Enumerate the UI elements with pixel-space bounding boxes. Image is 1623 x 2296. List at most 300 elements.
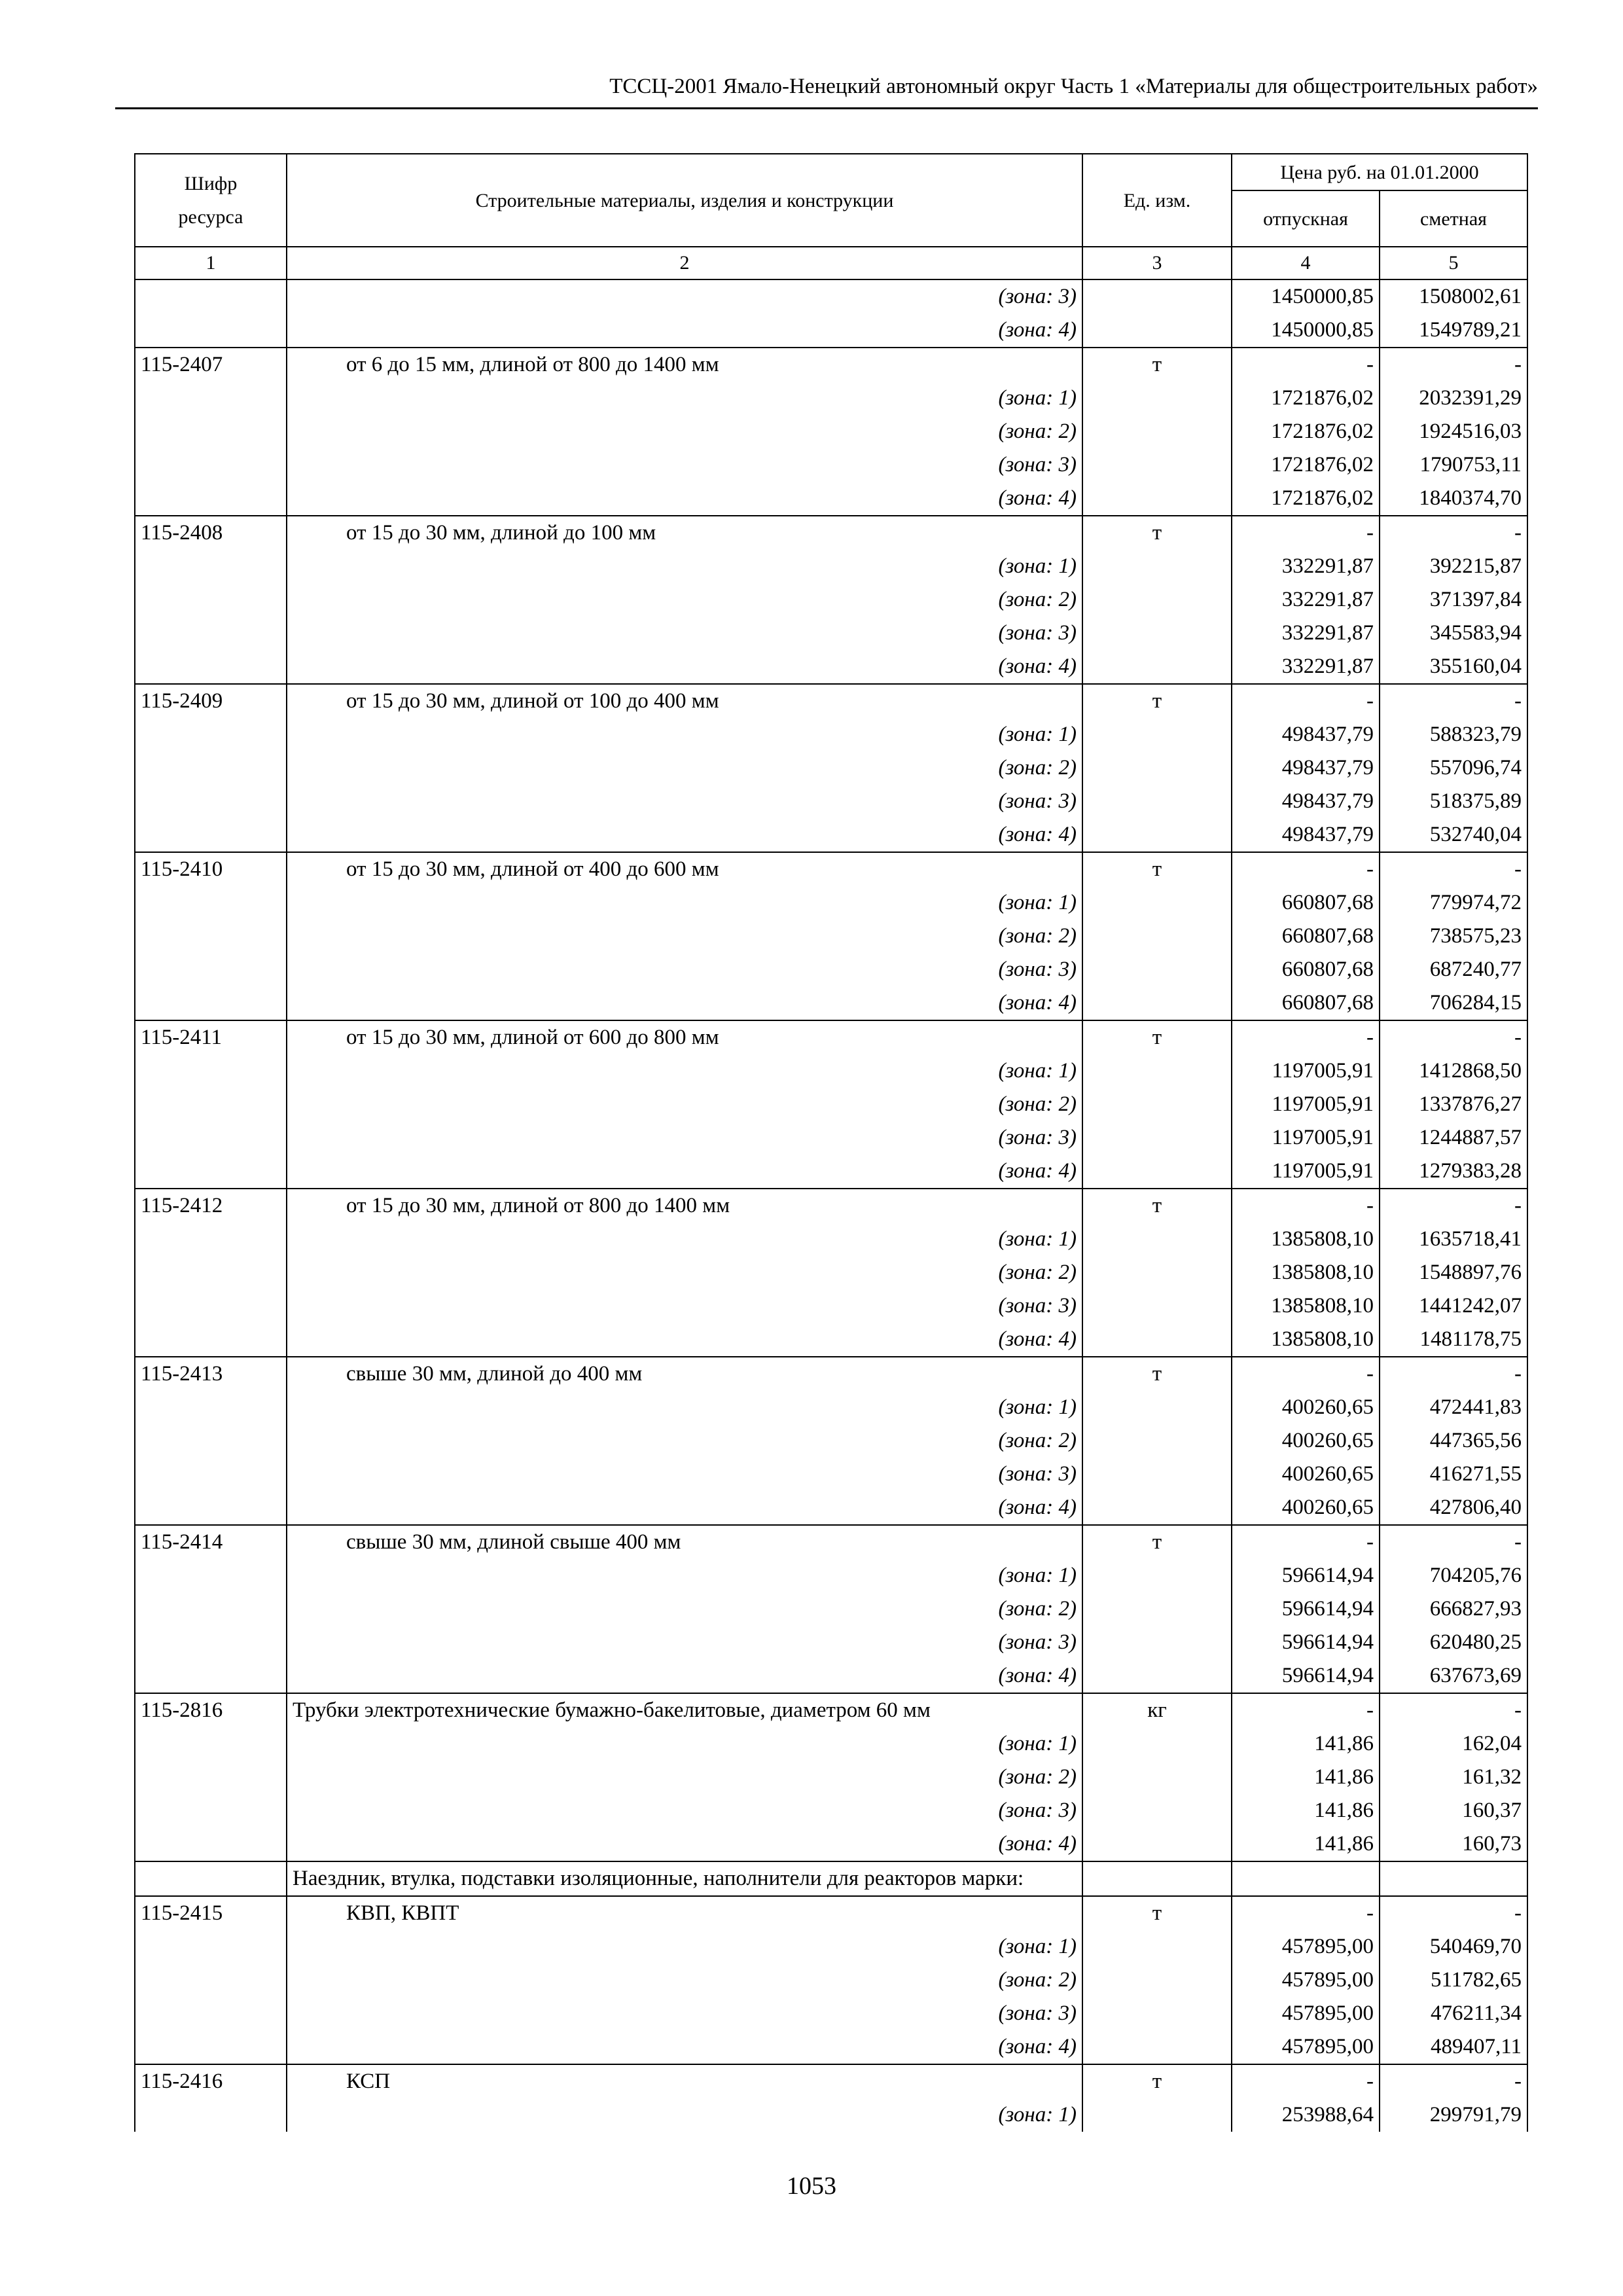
release-price: 660807,68 xyxy=(1232,986,1380,1020)
zone-label: (зона: 3) xyxy=(287,1626,1082,1659)
estimate-price: 706284,15 xyxy=(1380,986,1527,1020)
resource-code xyxy=(135,1424,287,1458)
release-price: 332291,87 xyxy=(1232,650,1380,684)
release-price: 1721876,02 xyxy=(1232,415,1380,448)
zone-label: (зона: 2) xyxy=(287,583,1082,617)
zone-label: (зона: 1) xyxy=(287,2098,1082,2132)
release-price: 400260,65 xyxy=(1232,1391,1380,1424)
resource-code xyxy=(135,1964,287,1997)
col-number: 1 xyxy=(135,247,287,279)
resource-code xyxy=(135,1323,287,1357)
unit-cell xyxy=(1082,1088,1232,1121)
release-price: 1721876,02 xyxy=(1232,448,1380,482)
release-price: - xyxy=(1232,516,1380,550)
unit-cell xyxy=(1082,1559,1232,1592)
release-price: 1450000,85 xyxy=(1232,279,1380,314)
zone-label: (зона: 4) xyxy=(287,1491,1082,1525)
estimate-price: - xyxy=(1380,684,1527,718)
unit-cell xyxy=(1082,953,1232,986)
resource-code xyxy=(135,1861,287,1896)
estimate-price: 1279383,28 xyxy=(1380,1155,1527,1189)
release-price: 1721876,02 xyxy=(1232,382,1380,415)
estimate-price: - xyxy=(1380,1020,1527,1054)
table-row xyxy=(135,1626,1527,1659)
resource-code xyxy=(135,415,287,448)
material-description: Наездник, втулка, подставки изоляционные, наполнители для реакторов марки: xyxy=(287,1861,1082,1896)
zone-label: (зона: 4) xyxy=(287,986,1082,1020)
estimate-price: - xyxy=(1380,1896,1527,1930)
price-table xyxy=(134,153,1528,2132)
release-price: 660807,68 xyxy=(1232,920,1380,953)
table-row xyxy=(135,1727,1527,1761)
table-row xyxy=(135,1289,1527,1323)
material-description: КВП, КВПТ xyxy=(287,1896,1082,1930)
resource-code: 115-2412 xyxy=(135,1189,287,1223)
estimate-price: 779974,72 xyxy=(1380,886,1527,920)
estimate-price: 371397,84 xyxy=(1380,583,1527,617)
zone-label: (зона: 1) xyxy=(287,886,1082,920)
zone-label: (зона: 3) xyxy=(287,953,1082,986)
estimate-price: 1924516,03 xyxy=(1380,415,1527,448)
estimate-price: 472441,83 xyxy=(1380,1391,1527,1424)
release-price: - xyxy=(1232,2064,1380,2098)
zone-label: (зона: 2) xyxy=(287,1592,1082,1626)
estimate-price: 1549789,21 xyxy=(1380,314,1527,348)
table-row xyxy=(135,1559,1527,1592)
table-row xyxy=(135,314,1527,348)
unit-cell xyxy=(1082,314,1232,348)
resource-code: 115-2416 xyxy=(135,2064,287,2098)
unit-cell xyxy=(1082,415,1232,448)
resource-code xyxy=(135,1155,287,1189)
release-price: 1197005,91 xyxy=(1232,1121,1380,1155)
resource-code xyxy=(135,1491,287,1525)
estimate-price: - xyxy=(1380,348,1527,382)
unit-cell xyxy=(1082,550,1232,583)
table-row xyxy=(135,1525,1527,1559)
table-row xyxy=(135,2098,1527,2132)
resource-code xyxy=(135,1761,287,1794)
unit-cell xyxy=(1082,818,1232,852)
table-row xyxy=(135,751,1527,785)
col-number: 5 xyxy=(1380,247,1527,279)
unit-cell: кг xyxy=(1082,1693,1232,1727)
resource-code xyxy=(135,718,287,751)
resource-code xyxy=(135,650,287,684)
table-row xyxy=(135,1121,1527,1155)
unit-cell xyxy=(1082,1391,1232,1424)
table-row xyxy=(135,1223,1527,1256)
table-header xyxy=(135,154,1527,279)
table-row xyxy=(135,886,1527,920)
zone-label: (зона: 2) xyxy=(287,1964,1082,1997)
unit-cell xyxy=(1082,1626,1232,1659)
material-description: свыше 30 мм, длиной свыше 400 мм xyxy=(287,1525,1082,1559)
estimate-price: 1508002,61 xyxy=(1380,279,1527,314)
unit-cell xyxy=(1082,1256,1232,1289)
estimate-price: 1441242,07 xyxy=(1380,1289,1527,1323)
release-price: 498437,79 xyxy=(1232,718,1380,751)
zone-label: (зона: 1) xyxy=(287,718,1082,751)
resource-code: 115-2409 xyxy=(135,684,287,718)
estimate-price: 161,32 xyxy=(1380,1761,1527,1794)
table-row xyxy=(135,953,1527,986)
release-price: - xyxy=(1232,1189,1380,1223)
estimate-price: 1337876,27 xyxy=(1380,1088,1527,1121)
unit-cell xyxy=(1082,1659,1232,1693)
unit-cell: т xyxy=(1082,1189,1232,1223)
material-description: от 15 до 30 мм, длиной до 100 мм xyxy=(287,516,1082,550)
col-number: 4 xyxy=(1232,247,1380,279)
table-row xyxy=(135,1256,1527,1289)
table-row xyxy=(135,617,1527,650)
zone-label: (зона: 2) xyxy=(287,1424,1082,1458)
resource-code xyxy=(135,1997,287,2030)
resource-code xyxy=(135,953,287,986)
resource-code xyxy=(135,1727,287,1761)
table-row xyxy=(135,1054,1527,1088)
release-price: 332291,87 xyxy=(1232,550,1380,583)
release-price: 498437,79 xyxy=(1232,751,1380,785)
release-price: 1197005,91 xyxy=(1232,1155,1380,1189)
resource-code: 115-2408 xyxy=(135,516,287,550)
zone-label: (зона: 3) xyxy=(287,785,1082,818)
zone-label: (зона: 3) xyxy=(287,1121,1082,1155)
resource-code xyxy=(135,1626,287,1659)
release-price: 253988,64 xyxy=(1232,2098,1380,2132)
estimate-price: 160,37 xyxy=(1380,1794,1527,1827)
estimate-price: 2032391,29 xyxy=(1380,382,1527,415)
zone-label: (зона: 2) xyxy=(287,415,1082,448)
resource-code xyxy=(135,448,287,482)
release-price: 1385808,10 xyxy=(1232,1256,1380,1289)
resource-code xyxy=(135,550,287,583)
estimate-price: 557096,74 xyxy=(1380,751,1527,785)
estimate-price: 511782,65 xyxy=(1380,1964,1527,1997)
zone-label: (зона: 3) xyxy=(287,279,1082,314)
resource-code xyxy=(135,279,287,314)
table-row xyxy=(135,1088,1527,1121)
release-price: 457895,00 xyxy=(1232,1964,1380,1997)
unit-cell xyxy=(1082,785,1232,818)
unit-cell xyxy=(1082,583,1232,617)
zone-label: (зона: 3) xyxy=(287,617,1082,650)
estimate-price: 620480,25 xyxy=(1380,1626,1527,1659)
estimate-price: - xyxy=(1380,1525,1527,1559)
table-row xyxy=(135,1761,1527,1794)
resource-code xyxy=(135,2030,287,2064)
estimate-price: 489407,11 xyxy=(1380,2030,1527,2064)
zone-label: (зона: 2) xyxy=(287,1256,1082,1289)
unit-cell: т xyxy=(1082,1525,1232,1559)
resource-code xyxy=(135,1054,287,1088)
estimate-price: 518375,89 xyxy=(1380,785,1527,818)
release-price: 1721876,02 xyxy=(1232,482,1380,516)
table-row xyxy=(135,1458,1527,1491)
zone-label: (зона: 4) xyxy=(287,1827,1082,1861)
material-description: от 15 до 30 мм, длиной от 100 до 400 мм xyxy=(287,684,1082,718)
table-row xyxy=(135,1997,1527,2030)
unit-cell xyxy=(1082,751,1232,785)
resource-code xyxy=(135,886,287,920)
estimate-price: 1548897,76 xyxy=(1380,1256,1527,1289)
resource-code: 115-2413 xyxy=(135,1357,287,1391)
table-row xyxy=(135,279,1527,314)
release-price: 141,86 xyxy=(1232,1761,1380,1794)
unit-cell xyxy=(1082,1930,1232,1964)
table-row xyxy=(135,1827,1527,1861)
table-row xyxy=(135,986,1527,1020)
estimate-price: 687240,77 xyxy=(1380,953,1527,986)
zone-label: (зона: 4) xyxy=(287,818,1082,852)
release-price: 1385808,10 xyxy=(1232,1289,1380,1323)
table-row xyxy=(135,1357,1527,1391)
resource-code: 115-2410 xyxy=(135,852,287,886)
unit-cell xyxy=(1082,482,1232,516)
resource-code xyxy=(135,818,287,852)
unit-cell xyxy=(1082,1054,1232,1088)
unit-cell xyxy=(1082,718,1232,751)
table-row xyxy=(135,684,1527,718)
unit-cell xyxy=(1082,279,1232,314)
release-price: - xyxy=(1232,1020,1380,1054)
table-row xyxy=(135,448,1527,482)
release-price: 1197005,91 xyxy=(1232,1088,1380,1121)
unit-cell xyxy=(1082,1458,1232,1491)
estimate-price xyxy=(1380,1861,1527,1896)
release-price: - xyxy=(1232,1693,1380,1727)
unit-cell xyxy=(1082,1727,1232,1761)
zone-label: (зона: 1) xyxy=(287,1223,1082,1256)
unit-cell: т xyxy=(1082,684,1232,718)
release-price: 1385808,10 xyxy=(1232,1223,1380,1256)
resource-code xyxy=(135,1659,287,1693)
zone-label: (зона: 2) xyxy=(287,920,1082,953)
release-price: 141,86 xyxy=(1232,1794,1380,1827)
table-row xyxy=(135,2064,1527,2098)
resource-code: 115-2414 xyxy=(135,1525,287,1559)
table-row xyxy=(135,718,1527,751)
estimate-price: 416271,55 xyxy=(1380,1458,1527,1491)
table-row xyxy=(135,1155,1527,1189)
table-row xyxy=(135,1323,1527,1357)
release-price: 1385808,10 xyxy=(1232,1323,1380,1357)
unit-cell xyxy=(1082,920,1232,953)
estimate-price: 637673,69 xyxy=(1380,1659,1527,1693)
release-price: 457895,00 xyxy=(1232,1930,1380,1964)
table-row xyxy=(135,1896,1527,1930)
resource-code xyxy=(135,1256,287,1289)
unit-cell xyxy=(1082,448,1232,482)
release-price: - xyxy=(1232,1357,1380,1391)
zone-label: (зона: 3) xyxy=(287,1794,1082,1827)
estimate-price: 1790753,11 xyxy=(1380,448,1527,482)
resource-code xyxy=(135,1088,287,1121)
table-row xyxy=(135,1189,1527,1223)
col-header-estimate: сметная xyxy=(1380,190,1527,247)
unit-cell xyxy=(1082,1592,1232,1626)
resource-code xyxy=(135,617,287,650)
zone-label: (зона: 1) xyxy=(287,1391,1082,1424)
release-price: 457895,00 xyxy=(1232,2030,1380,2064)
unit-cell: т xyxy=(1082,852,1232,886)
resource-code xyxy=(135,1391,287,1424)
estimate-price: - xyxy=(1380,2064,1527,2098)
table-row xyxy=(135,382,1527,415)
zone-label: (зона: 1) xyxy=(287,1930,1082,1964)
zone-label: (зона: 3) xyxy=(287,448,1082,482)
estimate-price: - xyxy=(1380,1357,1527,1391)
unit-cell xyxy=(1082,1155,1232,1189)
estimate-price: 540469,70 xyxy=(1380,1930,1527,1964)
table-row xyxy=(135,415,1527,448)
resource-code xyxy=(135,751,287,785)
table-row xyxy=(135,1391,1527,1424)
estimate-price: 427806,40 xyxy=(1380,1491,1527,1525)
unit-cell xyxy=(1082,382,1232,415)
zone-label: (зона: 3) xyxy=(287,1997,1082,2030)
table-row xyxy=(135,1592,1527,1626)
release-price: - xyxy=(1232,1525,1380,1559)
resource-code xyxy=(135,1458,287,1491)
col-header-price: Цена руб. на 01.01.2000 xyxy=(1232,154,1527,190)
release-price: 596614,94 xyxy=(1232,1659,1380,1693)
table-row xyxy=(135,920,1527,953)
running-header: ТССЦ-2001 Ямало-Ненецкий автономный округ Часть 1 «Материалы для общестроительных работ» xyxy=(115,71,1538,109)
release-price xyxy=(1232,1861,1380,1896)
release-price: 400260,65 xyxy=(1232,1458,1380,1491)
resource-code xyxy=(135,920,287,953)
table-row xyxy=(135,550,1527,583)
resource-code xyxy=(135,1223,287,1256)
release-price: 332291,87 xyxy=(1232,617,1380,650)
resource-code xyxy=(135,2098,287,2132)
resource-code xyxy=(135,1930,287,1964)
resource-code: 115-2415 xyxy=(135,1896,287,1930)
unit-cell: т xyxy=(1082,2064,1232,2098)
release-price: 1450000,85 xyxy=(1232,314,1380,348)
estimate-price: 1635718,41 xyxy=(1380,1223,1527,1256)
table-row xyxy=(135,852,1527,886)
release-price: - xyxy=(1232,684,1380,718)
release-price: 596614,94 xyxy=(1232,1559,1380,1592)
table-row xyxy=(135,583,1527,617)
resource-code: 115-2816 xyxy=(135,1693,287,1727)
unit-cell xyxy=(1082,1827,1232,1861)
unit-cell: т xyxy=(1082,516,1232,550)
table-body xyxy=(135,279,1527,2132)
release-price: 596614,94 xyxy=(1232,1626,1380,1659)
unit-cell xyxy=(1082,2030,1232,2064)
zone-label: (зона: 4) xyxy=(287,482,1082,516)
unit-cell xyxy=(1082,1997,1232,2030)
zone-label: (зона: 4) xyxy=(287,1155,1082,1189)
release-price: 498437,79 xyxy=(1232,818,1380,852)
estimate-price: 355160,04 xyxy=(1380,650,1527,684)
zone-label: (зона: 4) xyxy=(287,314,1082,348)
table-row xyxy=(135,1424,1527,1458)
estimate-price: 392215,87 xyxy=(1380,550,1527,583)
zone-label: (зона: 1) xyxy=(287,1054,1082,1088)
unit-cell xyxy=(1082,1323,1232,1357)
resource-code xyxy=(135,382,287,415)
zone-label: (зона: 4) xyxy=(287,1323,1082,1357)
table-row xyxy=(135,348,1527,382)
col-number: 3 xyxy=(1082,247,1232,279)
zone-label: (зона: 3) xyxy=(287,1289,1082,1323)
table-row xyxy=(135,818,1527,852)
estimate-price: - xyxy=(1380,852,1527,886)
resource-code xyxy=(135,314,287,348)
release-price: 141,86 xyxy=(1232,1827,1380,1861)
unit-cell xyxy=(1082,1289,1232,1323)
resource-code xyxy=(135,986,287,1020)
unit-cell xyxy=(1082,886,1232,920)
resource-code xyxy=(135,1559,287,1592)
unit-cell xyxy=(1082,2098,1232,2132)
page-number: 1053 xyxy=(787,2172,836,2200)
estimate-price: 738575,23 xyxy=(1380,920,1527,953)
unit-cell: т xyxy=(1082,1896,1232,1930)
estimate-price: 532740,04 xyxy=(1380,818,1527,852)
estimate-price: 704205,76 xyxy=(1380,1559,1527,1592)
zone-label: (зона: 2) xyxy=(287,1761,1082,1794)
zone-label: (зона: 4) xyxy=(287,1659,1082,1693)
estimate-price: 588323,79 xyxy=(1380,718,1527,751)
unit-cell xyxy=(1082,617,1232,650)
unit-cell xyxy=(1082,1223,1232,1256)
col-number: 2 xyxy=(287,247,1082,279)
estimate-price: 160,73 xyxy=(1380,1827,1527,1861)
estimate-price: 345583,94 xyxy=(1380,617,1527,650)
material-description: КСП xyxy=(287,2064,1082,2098)
material-description: Трубки электротехнические бумажно-бакелитовые, диаметром 60 мм xyxy=(287,1693,1082,1727)
zone-label: (зона: 1) xyxy=(287,1559,1082,1592)
release-price: 498437,79 xyxy=(1232,785,1380,818)
release-price: 457895,00 xyxy=(1232,1997,1380,2030)
resource-code xyxy=(135,1794,287,1827)
estimate-price: 1244887,57 xyxy=(1380,1121,1527,1155)
zone-label: (зона: 2) xyxy=(287,1088,1082,1121)
zone-label: (зона: 3) xyxy=(287,1458,1082,1491)
col-header-unit: Ед. изм. xyxy=(1082,154,1232,247)
table-row xyxy=(135,1930,1527,1964)
release-price: 596614,94 xyxy=(1232,1592,1380,1626)
zone-label: (зона: 1) xyxy=(287,550,1082,583)
col-header-code: Шифр ресурса xyxy=(135,154,287,247)
material-description: от 15 до 30 мм, длиной от 600 до 800 мм xyxy=(287,1020,1082,1054)
release-price: 660807,68 xyxy=(1232,953,1380,986)
unit-cell xyxy=(1082,1424,1232,1458)
resource-code xyxy=(135,583,287,617)
estimate-price: - xyxy=(1380,1189,1527,1223)
resource-code: 115-2411 xyxy=(135,1020,287,1054)
material-description: свыше 30 мм, длиной до 400 мм xyxy=(287,1357,1082,1391)
unit-cell xyxy=(1082,1861,1232,1896)
unit-cell xyxy=(1082,1794,1232,1827)
estimate-price: 1840374,70 xyxy=(1380,482,1527,516)
estimate-price: - xyxy=(1380,516,1527,550)
unit-cell xyxy=(1082,1491,1232,1525)
table-row xyxy=(135,785,1527,818)
table-row xyxy=(135,1794,1527,1827)
zone-label: (зона: 4) xyxy=(287,2030,1082,2064)
table-row xyxy=(135,1964,1527,1997)
estimate-price: - xyxy=(1380,1693,1527,1727)
estimate-price: 162,04 xyxy=(1380,1727,1527,1761)
unit-cell: т xyxy=(1082,348,1232,382)
table-row xyxy=(135,1693,1527,1727)
